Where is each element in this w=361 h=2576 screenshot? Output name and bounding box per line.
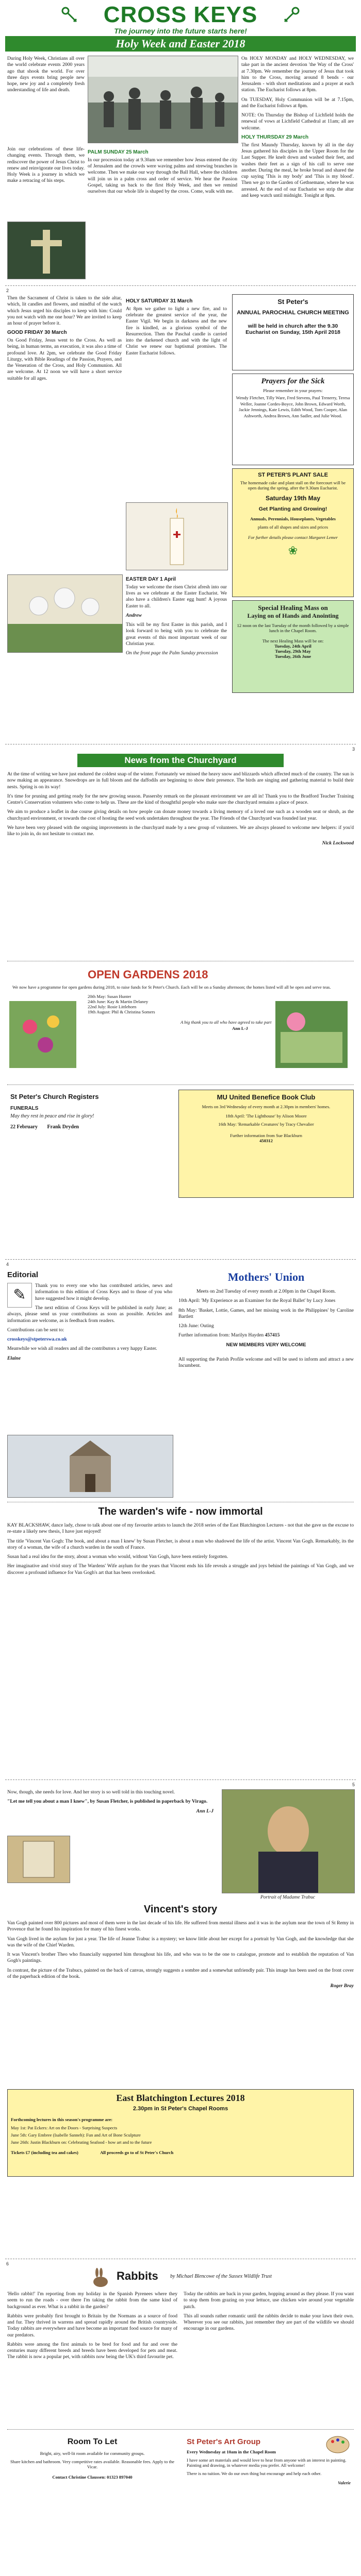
maundy-title: HOLY THURSDAY 29 March [241,134,309,140]
lectures-item: June 5th: Gary Embree (Isabelle Sanneh): Fun and Art of Bone Sculpture [11,2132,141,2138]
page-3 [5,744,356,1260]
p2-left-col-1: Then the Sacrament of Christ is taken to the side altar, which, lit candles and flowers, and mindful of the watch which Jesus urged his disciples to keep with him: Could you not watch with me one hour? We are invited to keep an hour of prayer before it. [7,295,122,327]
prayers-box [232,374,354,465]
vincent-text [7,1920,354,1992]
vincent-title: Vincent's story [143,1904,218,1915]
news-banner [77,754,284,767]
p1-left-column [7,56,85,97]
portrait-caption: Portrait of Madame Trabuc [260,1894,316,1900]
mu-welcome: NEW MEMBERS VERY WELCOME [226,1342,306,1348]
warden-paragraph: Her imaginative and vivid story of The Wardens' Wife asylum for the years that Vincent ends his life reveals a struggle and joys behind the paintings of Van Gogh, and we discover a profound influence for Van Gogh's art that has been overlooked. [7,1563,354,1575]
book-club-title: MU United Benefice Book Club [217,1093,316,1101]
open-gardens-title: OPEN GARDENS 2018 [88,968,208,981]
vincent-paragraph: In contrast, the picture of the Trabucs, painted on the back of canvas, strongly suggests a sombre and a somewhat unfriendly pair. This image has been used on the front cover of the paperback edition of the book. [7,1967,354,1979]
registers-date: 22 February [10,1124,38,1130]
book-club-box [178,1090,354,1198]
registers-box [7,1090,172,1193]
healing-text: Laying on of Hands and Anointing [247,612,339,619]
garden-photo [275,1001,348,1068]
news-sign: Nick Lockwood [322,840,354,846]
vincent-sign: Roger Bray [330,1983,354,1989]
cross-photo [7,222,86,279]
warden-paragraph: KAY BLACKSHAW, dance lady, chose to talk about one of my favourite artists to launch the 2018 series of the East Blatchington Lectures - not that she gave us the excuse to re-state a likely new thesis, I have just enjoyed! [7,1522,354,1535]
book-club-phone: 450312 [259,1138,273,1143]
art-text: I have some art materials and would love to hear from anyone with an interest in painting. Painting and drawing, in whatever media you prefer. All welcome! [187,2458,347,2468]
p1-right-intro: On HOLY MONDAY and HOLY WEDNESDAY, we take part in the ancient devotion 'the Way of the Cross' at 7.30pm. We remember the journey of Jesus that took him to the Cross, moving around 8 bends - our Jerusalem - with short meditations and a prayer at each station. The Eucharist follows at 8pm. [241,56,354,93]
editorial-column [7,1270,172,1365]
plant-sale-date: Saturday 19th May [265,495,321,502]
easter-day-text: Today we welcome the risen Christ afresh into our lives as we celebrate at the Easter Eucharist. We also have a children's Easter egg hunt! A joyous Easter to all. [126,584,227,609]
holy-saturday-text: At 8pm we gather to light a new fire, and to celebrate the greatest service of the year, the Easter Vigil. We begin in darkness and the new fire is kindled, as a glorious symbol of the Resurrection. Then the Paschal candle is carried into the darkened church and with the light of Christ we renew our baptismal promises. The Easter Eucharist follows. [126,306,227,356]
room-text: Bright, airy, well-lit room available for community groups. [40,2451,145,2456]
easter-day-sign: Andrew [126,612,142,618]
vincent-paragraph: It was Vincent's brother Theo who financially supported him throughout his life, and who was to be the one to catalogue, promote and to establish the reputation of Van Gogh's paintings. [7,1952,354,1964]
healing-detail: 12 noon on the last Tuesday of the month followed by a simple lunch in the Chapel Room. [237,623,349,633]
lectures-box [7,2089,354,2177]
news-title: News from the Churchyard [124,755,237,765]
page-number: 5 [352,1782,355,1787]
lectures-footer [11,2150,350,2155]
page-6 [5,2259,356,2576]
book-cover-photo [7,1836,70,1883]
room-contact: Contact Christine Claussen: 01323 897040 [52,2475,133,2480]
p1-intro: During Holy Week, Christians all over the world celebrate events 2000 years ago that shook the world. For over three days events bring people new hope, new joy and a completely fresh understanding of life and death. [7,56,85,93]
masthead-keys-icon [61,6,78,24]
maundy-text: The first Maundy Thursday, known by all in the day Jesus gathered his disciples in the Upper Room for the Last Supper. He knelt down and washed their feet, and washes their feet as a sign of his call to serve one another. During the meal, he broke bread and shared the cup saying 'This is my body' and 'This is my blood'. Then we go to the Garden of Gethsemane, where he was arrested. At the end of our Eucharist we strip the altar and keep watch until midnight. Tonight at 8pm. [241,142,354,198]
page-number: 2 [6,288,9,293]
rabbit-icon [88,2267,113,2288]
news-paragraph: At the time of writing we have just endured the coldest snap of the winter. Fortunately we missed the heavy snow and blizzards which affected much of the country. The sun is now making an appearance. Snowdrops are in full bloom and the daffodils are beginning to show their presence. The birds are singing and gathering material to build their nests. Spring is on its way! [7,771,354,790]
apcm-text: will be held in church after the 9.30 Eucharist on Sunday, 15th April 2018 [245,323,340,335]
p2-left-column [7,295,122,385]
open-gardens-box [7,965,354,1078]
art-sub: Every Wednesday at 10am in the Chapel Room [187,2449,276,2454]
st-peters-title: St Peter's [277,298,308,306]
mu-item: 12th June: Outing [178,1323,214,1329]
easter-candle-photo [126,502,228,570]
prayers-intro: Please remember in your prayers: [263,388,323,393]
registers-name: Frank Dryden [47,1124,79,1130]
p5-sign: Ann L-J [196,1808,214,1814]
art-sign: Valerie [338,2480,351,2485]
open-gardens-sign: Ann L-J [232,1026,248,1031]
portrait-photo [222,1789,355,1893]
registers-title: St Peter's Church Registers [10,1093,99,1100]
healing-date: Tuesday, 24th April [274,643,311,649]
news-paragraph: We have been very pleased with the ongoing improvements in the churchyard made by a new group of volunteers. We are always pleased to welcome new helpers: if you'd like to join in, do not hesitate to contact me. [7,824,354,837]
healing-dates-intro: The next Healing Mass will be on: [262,638,324,643]
p2-middle-column [126,295,227,360]
easter-day-title: EASTER DAY 1 April [126,577,176,582]
book-club-item: 18th April: 'The Lighthouse' by Alison Moore [225,1113,307,1118]
plant-icon: ❀ [288,544,298,557]
mu-note: All supporting the Parish Profile welcome and will be used to inform and attract a new Incumbent. [178,1357,354,1369]
open-gardens-item: 20th May: Susan Hunter [88,994,132,999]
p2-closing: This will be my first Easter in this parish, and I look forward to being with you to celebrate the great events of this most important week of our Christian year. [126,622,227,647]
open-gardens-intro: We now have a programme for open gardens during 2018, to raise funds for St Peter's Church. Each will be on a Sunday afternoon; the homes listed will all be open and serve teas. [12,985,331,990]
apcm-box [232,294,354,370]
page-1 [5,0,356,286]
editorial-text: Meanwhile we wish all readers and all the contributors a very happy Easter. [7,1346,157,1352]
flowers-photo [7,574,123,653]
page-4 [5,1260,356,1780]
open-gardens-item: 22nd July: Rosie Littlehorn [88,1004,137,1009]
p5-intro: Now, though, she needs for love. And her story is so well told in this touching novel. [7,1789,175,1795]
garden-photo [9,1001,76,1068]
warden-title: The warden's wife - now immortal [98,1506,263,1517]
masthead-title: CROSS KEYS [103,2,258,27]
plant-sale-sub: Get Planting and Growing! [258,506,327,512]
rabbits-paragraph: Rabbits were probably first brought to Britain by the Normans as a source of food and fur. They thrived in warrens and spread rapidly around the British countryside. Today rabbits are everywhere and have become an important food source for many of our predators. [7,2313,177,2338]
art-title: St Peter's Art Group [187,2437,261,2446]
page-2 [5,286,356,744]
p2-closing-note: On the front page the Palm Sunday procession [126,650,218,656]
lectures-item: June 26th: Justin Blackburn on: Celebrating Seafood - how art and to the future [11,2140,152,2145]
divider [7,1084,354,1085]
p5-quote: "Let me tell you about a man I knew", by Susan Fletcher, is published in paperback by Virago. [7,1799,208,1805]
book-club-contact: Further information from Sue Blackburn [230,1133,302,1138]
mu-text: Meets on 2nd Tuesday of every month at 2.00pm in the Chapel Room. [196,1289,336,1295]
mu-phone: 457415 [265,1332,280,1338]
warden-paragraph: The title 'Vincent Van Gogh: The book, and about a man I knew' by Susan Fletcher, is about a man who shadowed the life of the artist. Vincent Van Gogh. Remarkably, its the story of a woman, the wife of a church warden in the south of France. [7,1538,354,1550]
mu-item: 10th April: 'My Experience as an Examiner for the Royal Ballet' by Lucy Jones [178,1298,336,1304]
editorial-text: The next edition of Cross Keys will be published in early June; as always, please send us your contributions as soon as possible. Articles and information are welcome, as is feedback from readers. [7,1304,172,1324]
plant-sale-box [232,468,354,597]
registers-entry [10,1124,169,1130]
news-paragraph: We aim to produce a leaflet in due course giving details on how people can donate money towards a living memory of a loved one such as a wooden seat or shrub, as the churchyard environment, or towards the cost of hosting the seed work undertaken throughout the year. The Friends of the Churchyard was founded last year. [7,809,354,821]
editorial-text: Thank you to every one who has contributed articles, news and information to this edition of Cross Keys and to those of you who have suggested how it might develop. [35,1283,172,1301]
plant-sale-note: plants of all shapes and sizes and prices [257,524,329,530]
good-friday-title: GOOD FRIDAY 30 March [7,330,67,336]
rabbits-title: Rabbits [117,2269,158,2282]
vincent-paragraph: Van Gogh painted over 800 pictures and most of them were in the last decade of his life. He suffered from mental illness and it was in the asylum near the town of St Remy in Provence that he found his inspiration for many of his finest works. [7,1920,354,1933]
pen-icon: ✎ [7,1283,32,1308]
news-paragraph: It's time for pruning and getting ready for the new growing season. Passersby remark on the pleasant environment we are all in! Thank you to the Bradford Teacher Training Centre's Conservation volunteers who come to help us. These are the kind of thoughtful people who make sure the churchyard remains a place of peace. [7,793,354,806]
masthead-tagline: The journey into the future starts here! [114,27,247,35]
holy-saturday-title: HOLY SATURDAY 31 March [126,298,193,304]
rabbits-left-column [7,2291,177,2364]
mu-item: 8th May: 'Basket, Lottie, Games, and her missing work in the Philippines' by Caroline Bartlett [178,1307,354,1319]
good-friday-text: On Good Friday, Jesus went to the Cross. As well as being, in human terms, an execution, it was also a time of profound love. At 2pm, we celebrate the Good Friday Liturgy, with Bible Readings of the Passion, Prayers, and the Veneration of the Cross, and Holy Communion. All are welcome. At 12 noon we will have a short service suitable for all ages. [7,337,122,381]
editorial-sign: Elaine [7,1355,21,1361]
healing-box [232,600,354,693]
rabbits-paragraph: Rabbits were among the first animals to be bred for food and fur and over the centuries many different breeds and breeds have been developed for pets and meat. The rabbit is now a popular pet, with rabbits now being the UK's third favourite pet. [7,2341,177,2360]
registers-quote: May they rest in peace and rise in glory! [10,1113,94,1119]
warden-text [7,1522,354,1579]
mu-title: Mothers' Union [227,1270,305,1283]
mothers-union-column [178,1270,354,1372]
prayers-names: Wendy Fletcher, Tilly Ware, Fred Stevens, Paul Trenerry, Teresa Weller, Joanne Cordes-Boyce, John Brown, Edward Worth, Jackie Jennings, Kate Lewis, Edith Wood, Tom Cooper, Alan Ashworth, Andrea Brown, Ann Sadler, and Julie Wood. [236,395,350,418]
rabbits-paragraph: 'Hello rabbit!' I'm reporting from my holiday in the Spanish Pyrenees where they seem to run the roads - over there I'm taking the rabbit from the same kind of background as ever. What is a rabbit in the garden? [7,2291,177,2310]
rabbits-right-column [184,2291,354,2335]
page-number: 6 [6,2261,9,2266]
room-to-let-box [7,2434,177,2532]
palm-sunday-text: In our procession today at 9.30am we remember how Jesus entered the city of Jerusalem and the crowds were waving palms and strewing branches in welcome. Then we make our way through the Ball Hall, where the children will join us in a palm cross and order of service. We hear the Passion Gospel, taking us back to the first Holy Week, and then we remind ourselves that our whole life is shaped by the cross. Come, walk with me. [88,157,237,195]
plant-sale-title: ST PETER'S PLANT SALE [258,472,328,478]
p2-lower-middle [126,573,227,659]
p1-middle-column [88,146,237,198]
rabbits-paragraph: This all sounds rather romantic until the rabbits decide to make your lawn their own. Wherever you see our rabbits, just remember they are part of the wildlife we should encourage in our gardens. [184,2313,354,2332]
healing-title: Special Healing Mass on [258,604,328,612]
book-club-item: 16th May: 'Remarkable Creatures' by Tracy Chevalier [218,1122,314,1127]
room-details: Share kitchen and bathroom. Very competitive rates available. Reasonable fees. Apply to the Vicar. [10,2459,174,2469]
p5-intro-column [7,1789,214,1818]
divider [7,2429,354,2430]
registers-funerals: FUNERALS [10,1106,39,1111]
lectures-sub: 2.30pm in St Peter's Chapel Rooms [133,2106,228,2112]
book-club-text: Meets on 3rd Wednesday of every month at 2.30pm in members' homes. [202,1104,331,1109]
art-text: There is no tuition. We do our own thing but encourage and help each other. [187,2471,322,2476]
apcm-subtitle: ANNUAL PAROCHIAL CHURCH MEETING [237,310,349,316]
lectures-tickets: Tickets £7 (including tea and cakes) [11,2150,78,2155]
healing-date: Tuesday, 29th May [275,649,311,654]
open-gardens-note: A big thank you to all who have agreed to take part [180,1020,272,1025]
warden-paragraph: Susan had a real idea for the story, about a woman who would, without Van Gogh, have been entirely forgotten. [7,1554,228,1560]
news-text [7,771,354,850]
page-number: 4 [6,1262,9,1267]
rabbits-byline: by Michael Blencowe of the Sussex Wildlife Trust [170,2274,272,2279]
masthead-keys-icon-right [283,6,300,24]
plant-sale-contact: For further details please contact Margaret Lemer [248,535,338,540]
healing-date: Tuesday, 26th June [274,654,311,659]
p1-join: Join our celebrations of these life-changing events. Through them, we rediscover the power of Jesus Christ to renew and reinvigorate our lives today. Holy Week is a journey in which we make a retracing of his steps. [7,146,85,184]
editorial-email-label: Contributions can be sent to: [7,1327,64,1333]
p1-right-note: NOTE: On Thursday the Bishop of Lichfield holds the renewal of vows at Lichfield Cathedral at 11am; all are welcome. [241,112,354,131]
room-title: Room To Let [67,2437,118,2446]
masthead [5,3,356,34]
plant-sale-text: The homemade cake and plant stall on the forecourt will be open during the spring, after the 9.30am Eucharist. [240,480,346,490]
lectures-intro: Forthcoming lectures in this season's programme are: [11,2117,113,2122]
masthead-logo [85,3,276,27]
p1-lower-left [7,146,85,188]
palm-sunday-title: PALM SUNDAY 25 March [88,149,149,155]
rabbits-paragraph: Today the rabbits are back in your garden, hopping around as they please. If you want to stop them from grazing on your lettuce, use chicken wire around your vegetable patch. [184,2291,354,2310]
editorial-email: crosskeys@stpeterswa.co.uk [7,1336,67,1343]
plant-sale-items: Annuals, Perennials, Houseplants, Vegetables [250,516,336,521]
page-5 [5,1780,356,2259]
prayers-title: Prayers for the Sick [261,377,325,385]
art-group-box [184,2434,354,2537]
palette-icon [325,2434,351,2455]
mu-contact: Further information from: Marilyn Hayden 457415 [178,1332,280,1338]
p1-right-column [241,56,354,202]
page-number: 3 [352,747,355,752]
lectures-proceeds: All proceeds go to of St Peter's Church [100,2150,174,2155]
open-gardens-item: 24th June: Kay & Martin Delaney [88,999,149,1004]
holy-week-banner: Holy Week and Easter 2018 [5,36,356,52]
open-gardens-item: 19th August: Phil & Christina Somers [88,1009,155,1014]
lectures-item: May 1st: Pat Eckers: Art on the Doors - Surprising Suspects [11,2125,118,2130]
vincent-paragraph: Van Gogh lived in the asylum for just a year. The life of Jeanne Trabuc is a mystery; we know little about her except for a portrait by Van Gogh, and the knowledge that she was the wife of the Chief Warden. [7,1936,354,1948]
palm-procession-photo [88,56,238,143]
church-photo [7,1435,173,1498]
lectures-title: East Blatchington Lectures 2018 [116,2093,245,2103]
editorial-title: Editorial [7,1270,39,1279]
p1-right-tuesday: On TUESDAY, Holy Communion will be at 7.15pm, and the Eucharist follows at 8pm. [241,96,354,109]
